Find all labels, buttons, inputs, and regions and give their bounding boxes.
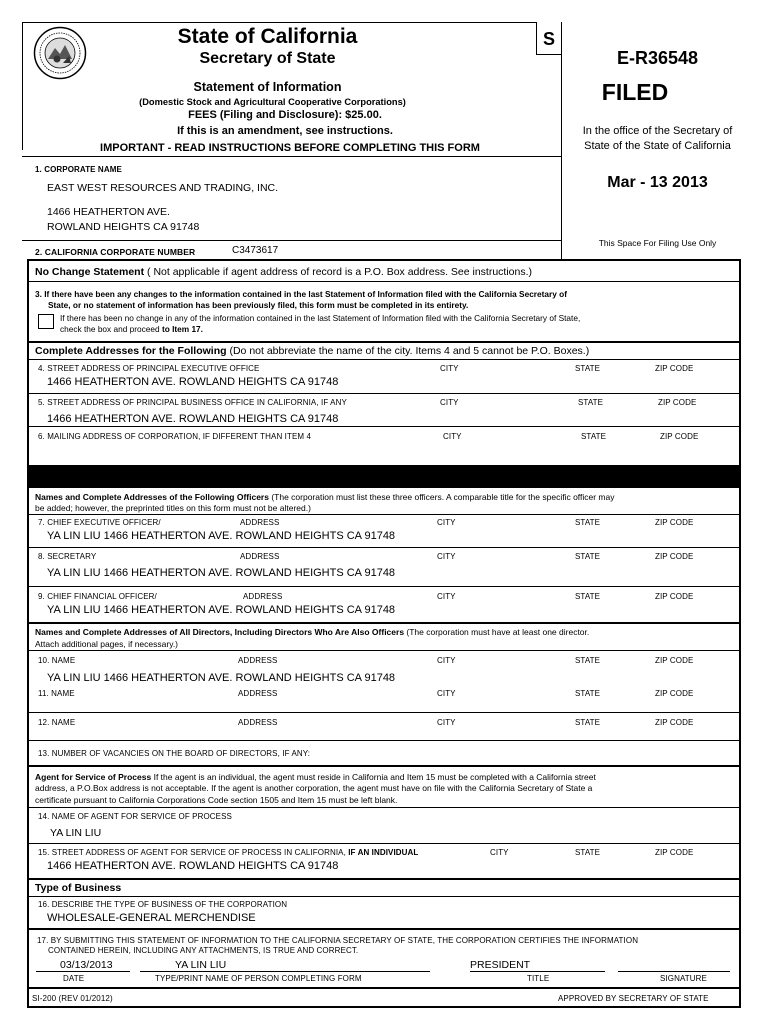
filing-date: Mar - 13 2013 [607, 174, 708, 191]
statement-title: Statement of Information [193, 80, 342, 94]
item4-city-label: CITY [440, 364, 459, 373]
item5-label: 5. STREET ADDRESS OF PRINCIPAL BUSINESS OFFICE IN CALIFORNIA, IF ANY [38, 398, 347, 407]
agent-heading: Agent for Service of Process If the agent is an individual, the agent must reside in California and Item 15 must be completed with a California street [35, 772, 596, 782]
header-top-border [22, 22, 536, 23]
statement-type: (Domestic Stock and Agricultural Cooperative Corporations) [139, 97, 406, 107]
item5-state-label: STATE [578, 398, 604, 407]
item10-zip-label: ZIP CODE [655, 656, 694, 665]
corp-number-value: C3473617 [232, 245, 279, 256]
business-heading-divider [27, 896, 741, 897]
officers-heading-divider [27, 514, 741, 515]
main-bottom-border [27, 1006, 741, 1008]
item8-value: YA LIN LIU 1466 HEATHERTON AVE. ROWLAND HEIGHTS CA 91748 [47, 567, 396, 579]
item9-label: 9. CHIEF FINANCIAL OFFICER/ [38, 592, 157, 601]
item14-label: 14. NAME OF AGENT FOR SERVICE OF PROCESS [38, 812, 232, 821]
item7-label: 7. CHIEF EXECUTIVE OFFICER/ [38, 518, 161, 527]
item15-city-label: CITY [490, 848, 509, 857]
officers-heading-line2: be added; however, the preprinted titles on this form must not be altered.) [35, 503, 311, 513]
name-line [140, 971, 430, 972]
item15-value: 1466 HEATHERTON AVE. ROWLAND HEIGHTS CA 91748 [47, 860, 339, 872]
item12-city-label: CITY [437, 718, 456, 727]
item9-city-label: CITY [437, 592, 456, 601]
signature-top-border [27, 928, 741, 930]
item16-label: 16. DESCRIBE THE TYPE OF BUSINESS OF THE CORPORATION [38, 900, 288, 909]
item5-city-label: CITY [440, 398, 459, 407]
item15-state-label: STATE [575, 848, 601, 857]
header-left-border [22, 22, 23, 150]
item17-line1: 17. BY SUBMITTING THIS STATEMENT OF INFORMATION TO THE CALIFORNIA SECRETARY OF STATE, THE CORPORATION CERTIFIES THE INFORMATION [37, 936, 639, 945]
main-top-border [27, 259, 741, 261]
corp-address-line2: ROWLAND HEIGHTS CA 91748 [47, 221, 200, 233]
item11-zip-label: ZIP CODE [655, 689, 694, 698]
item10-city-label: CITY [437, 656, 456, 665]
directors-top-border [27, 622, 741, 624]
item5-zip-label: ZIP CODE [658, 398, 697, 407]
filing-office-line2: State of the State of California [584, 140, 731, 152]
item15-zip-label: ZIP CODE [655, 848, 694, 857]
fees-line: FEES (Filing and Disclosure): $25.00. [188, 109, 382, 121]
signature-title: PRESIDENT [470, 959, 531, 971]
item6-city-label: CITY [443, 432, 462, 441]
item12-state-label: STATE [575, 718, 601, 727]
date-line [36, 971, 130, 972]
item4-divider [27, 393, 741, 394]
item5-value: 1466 HEATHERTON AVE. ROWLAND HEIGHTS CA 91748 [47, 413, 339, 425]
item10-address-label: ADDRESS [238, 656, 278, 665]
corp-address-line1: 1466 HEATHERTON AVE. [47, 206, 170, 218]
item8-label: 8. SECRETARY [38, 552, 97, 561]
item9-zip-label: ZIP CODE [655, 592, 694, 601]
corp-name-divider [22, 240, 562, 241]
item8-address-label: ADDRESS [240, 552, 280, 561]
officers-heading: Names and Complete Addresses of the Following Officers (The corporation must list these three officers. A comparable title for the specific officer may [35, 492, 615, 502]
item7-city-label: CITY [437, 518, 456, 527]
item12-zip-label: ZIP CODE [655, 718, 694, 727]
item4-state-label: STATE [575, 364, 601, 373]
signature-date: 03/13/2013 [60, 959, 113, 971]
item12-divider [27, 740, 741, 741]
item11-divider [27, 712, 741, 713]
footer-top-border [27, 987, 741, 989]
item8-state-label: STATE [575, 552, 601, 561]
item9-state-label: STATE [575, 592, 601, 601]
item17-line2: CONTAINED HEREIN, INCLUDING ANY ATTACHMENTS, IS TRUE AND CORRECT. [48, 946, 359, 955]
item12-address-label: ADDRESS [238, 718, 278, 727]
item8-divider [27, 586, 741, 587]
form-subtitle: Secretary of State [199, 50, 336, 67]
item3-line3: If there has been no change in any of the information contained in the last Statement of Information filed with the California Secretary of State, [60, 313, 581, 323]
corp-name-value: EAST WEST RESOURCES AND TRADING, INC. [47, 182, 279, 194]
item11-city-label: CITY [437, 689, 456, 698]
item4-zip-label: ZIP CODE [655, 364, 694, 373]
no-change-checkbox[interactable] [38, 314, 54, 329]
redaction-band [27, 465, 741, 488]
directors-heading: Names and Complete Addresses of All Directors, Including Directors Who Are Also Officers (The corporation must have at least one director. [35, 627, 590, 637]
header-right-border [561, 22, 562, 260]
item6-zip-label: ZIP CODE [660, 432, 699, 441]
agent-heading-divider [27, 807, 741, 808]
important-line: IMPORTANT - READ INSTRUCTIONS BEFORE COMPLETING THIS FORM [100, 142, 480, 154]
signature-line [618, 971, 730, 972]
signature-name: YA LIN LIU [175, 959, 227, 971]
item8-city-label: CITY [437, 552, 456, 561]
agent-line3: certificate pursuant to California Corporations Code section 1505 and Item 15 must be left blank. [35, 795, 398, 805]
filing-space-note: This Space For Filing Use Only [598, 238, 717, 248]
title-line [470, 971, 605, 972]
item15-label: 15. STREET ADDRESS OF AGENT FOR SERVICE OF PROCESS IN CALIFORNIA, IF AN INDIVIDUAL [38, 848, 419, 857]
item14-divider [27, 843, 741, 844]
item7-value: YA LIN LIU 1466 HEATHERTON AVE. ROWLAND HEIGHTS CA 91748 [47, 530, 396, 542]
item5-divider [27, 426, 741, 427]
filing-status: FILED [601, 79, 669, 105]
approved-note: APPROVED BY SECRETARY OF STATE [558, 994, 709, 1003]
addresses-top-border [27, 341, 741, 343]
item11-state-label: STATE [575, 689, 601, 698]
item13-label: 13. NUMBER OF VACANCIES ON THE BOARD OF DIRECTORS, IF ANY: [38, 749, 311, 758]
item12-label: 12. NAME [38, 718, 76, 727]
item6-state-label: STATE [581, 432, 607, 441]
agent-top-border [27, 765, 741, 767]
header-bottom-border [22, 156, 562, 157]
item14-value: YA LIN LIU [50, 827, 102, 839]
item16-value: WHOLESALE-GENERAL MERCHENDISE [47, 912, 256, 924]
item3-line1: 3. If there have been any changes to the information contained in the last Statement of Information filed with the California Secretary of [35, 289, 568, 299]
business-top-border [27, 878, 741, 880]
item11-address-label: ADDRESS [238, 689, 278, 698]
title-caption: TITLE [527, 974, 550, 983]
addresses-heading: Complete Addresses for the Following (Do not abbreviate the name of the city. Items 4 and 5 cannot be P.O. Boxes.) [35, 345, 590, 357]
item10-label: 10. NAME [38, 656, 76, 665]
business-heading: Type of Business [35, 882, 122, 894]
item6-label: 6. MAILING ADDRESS OF CORPORATION, IF DIFFERENT THAN ITEM 4 [38, 432, 312, 441]
name-caption: TYPE/PRINT NAME OF PERSON COMPLETING FORM [155, 974, 362, 983]
amendment-line: If this is an amendment, see instructions. [177, 125, 393, 137]
item9-address-label: ADDRESS [243, 592, 283, 601]
item3-line4: check the box and proceed to Item 17. [60, 324, 203, 334]
item4-label: 4. STREET ADDRESS OF PRINCIPAL EXECUTIVE OFFICE [38, 364, 260, 373]
item3-line2: State, or no statement of information has been previously filed, this form must be completed in its entirety. [48, 300, 469, 310]
item4-value: 1466 HEATHERTON AVE. ROWLAND HEIGHTS CA 91748 [47, 376, 339, 388]
item8-zip-label: ZIP CODE [655, 552, 694, 561]
state-seal-logo [33, 26, 87, 80]
directors-heading-divider [27, 650, 741, 651]
form-title: State of California [177, 25, 358, 48]
item9-value: YA LIN LIU 1466 HEATHERTON AVE. ROWLAND HEIGHTS CA 91748 [47, 604, 396, 616]
item7-address-label: ADDRESS [240, 518, 280, 527]
corp-number-label: 2. CALIFORNIA CORPORATE NUMBER [35, 247, 196, 257]
filing-office-line1: In the office of the Secretary of [582, 125, 733, 137]
item10-value: YA LIN LIU 1466 HEATHERTON AVE. ROWLAND HEIGHTS CA 91748 [47, 672, 396, 684]
date-caption: DATE [63, 974, 85, 983]
directors-heading-line2: Attach additional pages, if necessary.) [35, 639, 179, 649]
item7-zip-label: ZIP CODE [655, 518, 694, 527]
item7-divider [27, 547, 741, 548]
item10-state-label: STATE [575, 656, 601, 665]
corp-name-label: 1. CORPORATE NAME [35, 165, 122, 174]
s-badge-letter: S [542, 29, 555, 49]
signature-caption: SIGNATURE [660, 974, 707, 983]
no-change-heading: No Change Statement ( Not applicable if agent address of record is a P.O. Box address. See instructions.) [35, 266, 533, 278]
form-id: SI-200 (REV 01/2012) [32, 994, 113, 1003]
addresses-heading-divider [27, 359, 741, 360]
item7-state-label: STATE [575, 518, 601, 527]
item11-label: 11. NAME [38, 689, 75, 698]
filing-number: E-R36548 [616, 48, 699, 68]
agent-line2: address, a P.O.Box address is not acceptable. If the agent is another corporation, the agent must have on file with the California Secretary of State a [35, 783, 593, 793]
no-change-divider [27, 281, 741, 282]
